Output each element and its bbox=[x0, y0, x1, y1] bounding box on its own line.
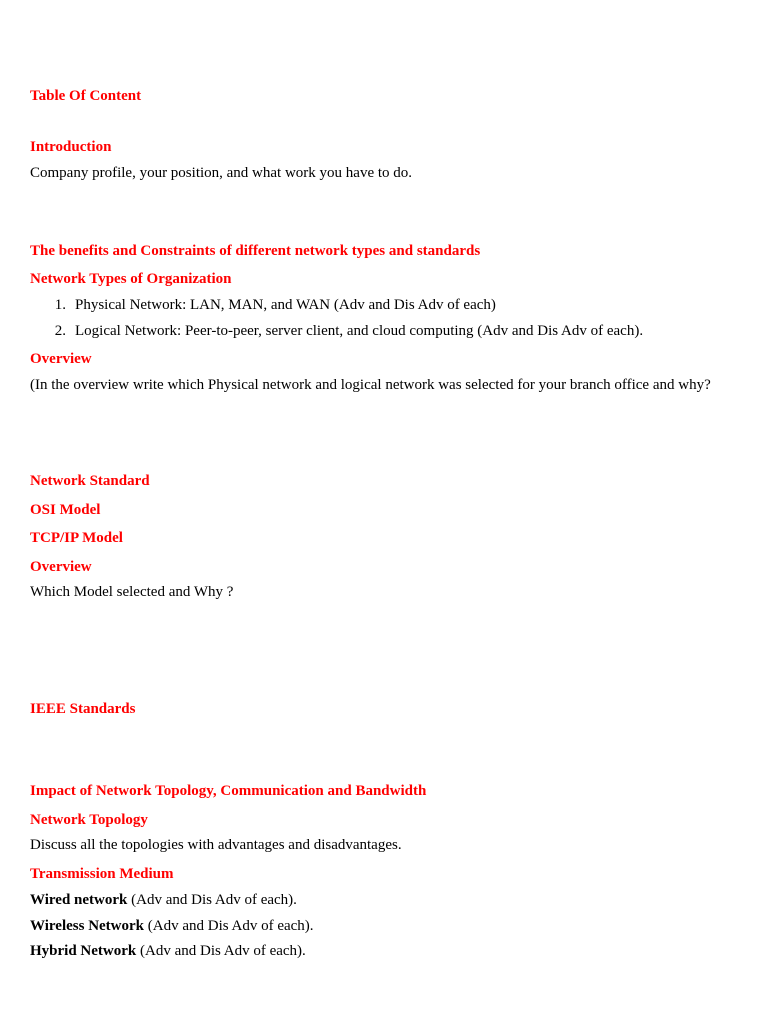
list-number: 2. bbox=[54, 323, 66, 339]
ieee-standards-heading: IEEE Standards bbox=[30, 701, 136, 717]
medium-item-wireless bbox=[30, 917, 314, 935]
network-types-heading: Network Types of Organization bbox=[30, 271, 232, 287]
network-topology-text: Discuss all the topologies with advantages and disadvantages. bbox=[30, 837, 402, 853]
medium-item-label: Wireless Network bbox=[30, 918, 145, 934]
list-number: 1. bbox=[54, 297, 66, 313]
tcpip-model-heading: TCP/IP Model bbox=[30, 530, 123, 546]
list-item-text: Logical Network: Peer-to-peer, server client, and cloud computing (Adv and Dis Adv of each). bbox=[75, 323, 644, 339]
osi-model-heading: OSI Model bbox=[30, 502, 101, 518]
standard-overview-text: Which Model selected and Why ? bbox=[30, 584, 234, 600]
standard-overview-heading: Overview bbox=[30, 559, 92, 575]
impact-heading: Impact of Network Topology, Communication and Bandwidth bbox=[30, 783, 427, 799]
medium-item-text: (Adv and Dis Adv of each). bbox=[136, 943, 306, 959]
introduction-heading: Introduction bbox=[30, 139, 112, 155]
transmission-medium-heading: Transmission Medium bbox=[30, 866, 174, 882]
medium-item-text: (Adv and Dis Adv of each). bbox=[144, 918, 314, 934]
medium-item-hybrid bbox=[30, 942, 306, 960]
overview-text: (In the overview write which Physical network and logical network was selected for your branch office and why? bbox=[30, 377, 711, 393]
network-standard-heading: Network Standard bbox=[30, 473, 150, 489]
introduction-text: Company profile, your position, and what work you have to do. bbox=[30, 165, 413, 181]
medium-item-text: (Adv and Dis Adv of each). bbox=[127, 892, 297, 908]
medium-item-wired bbox=[30, 891, 297, 909]
medium-item-label: Hybrid Network bbox=[30, 943, 137, 959]
list-item-text: Physical Network: LAN, MAN, and WAN (Adv and Dis Adv of each) bbox=[75, 297, 496, 313]
network-topology-heading: Network Topology bbox=[30, 812, 148, 828]
overview-heading: Overview bbox=[30, 351, 92, 367]
toc-title: Table Of Content bbox=[30, 88, 142, 104]
medium-item-label: Wired network bbox=[30, 892, 128, 908]
benefits-heading: The benefits and Constraints of different network types and standards bbox=[30, 243, 481, 259]
